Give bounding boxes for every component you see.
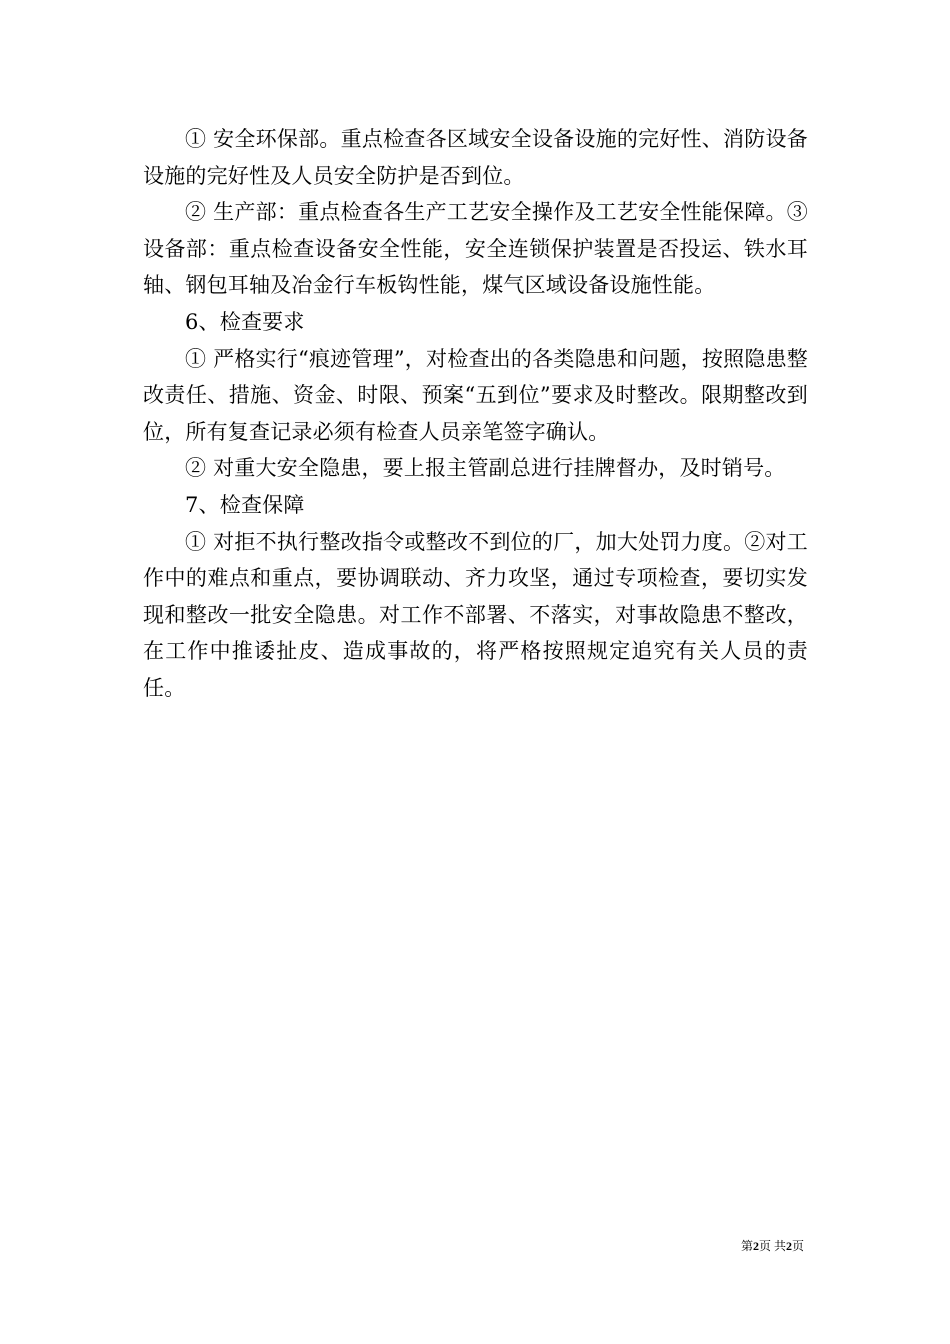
footer-prefix: 第 [740, 1239, 753, 1253]
page-number-footer [741, 1238, 804, 1254]
section-heading-inspection-guarantee: 7、检查保障 [185, 492, 305, 517]
paragraph-penalties-accountability: ① 对拒不执行整改指令或整改不到位的厂，加大处罚力度。②对工作中的难点和重点，要协调联动、齐力攻坚，通过专项检查，要切实发现和整改一批安全隐患。对工作不部署、不落实，对事故隐患不整改，在工作中推诿扯皮、造成事故的，将严格按照规定追究有关人员的责任。 [143, 529, 808, 700]
section-heading-inspection-requirements: 6、检查要求 [185, 309, 305, 334]
footer-total-pages: 2 [785, 1239, 792, 1253]
paragraph-production-equipment-dept: ② 生产部：重点检查各生产工艺安全操作及工艺安全性能保障。③设备部：重点检查设备安全性能，安全连锁保护装置是否投运、铁水耳轴、钢包耳轴及冶金行车板钩性能，煤气区域设备设施性能。 [143, 200, 808, 298]
document-body [143, 121, 808, 707]
footer-current-page: 2 [752, 1239, 759, 1253]
footer-middle: 页 共 [758, 1239, 786, 1253]
footer-suffix: 页 [791, 1239, 804, 1253]
paragraph-safety-dept: ① 安全环保部。重点检查各区域安全设备设施的完好性、消防设备设施的完好性及人员安全防护是否到位。 [143, 127, 808, 188]
paragraph-trace-management: ① 严格实行“痕迹管理”，对检查出的各类隐患和问题，按照隐患整改责任、措施、资金、时限、预案“五到位”要求及时整改。限期整改到位，所有复查记录必须有检查人员亲笔签字确认。 [143, 346, 808, 444]
paragraph-major-hazards: ② 对重大安全隐患，要上报主管副总进行挂牌督办，及时销号。 [185, 456, 786, 481]
